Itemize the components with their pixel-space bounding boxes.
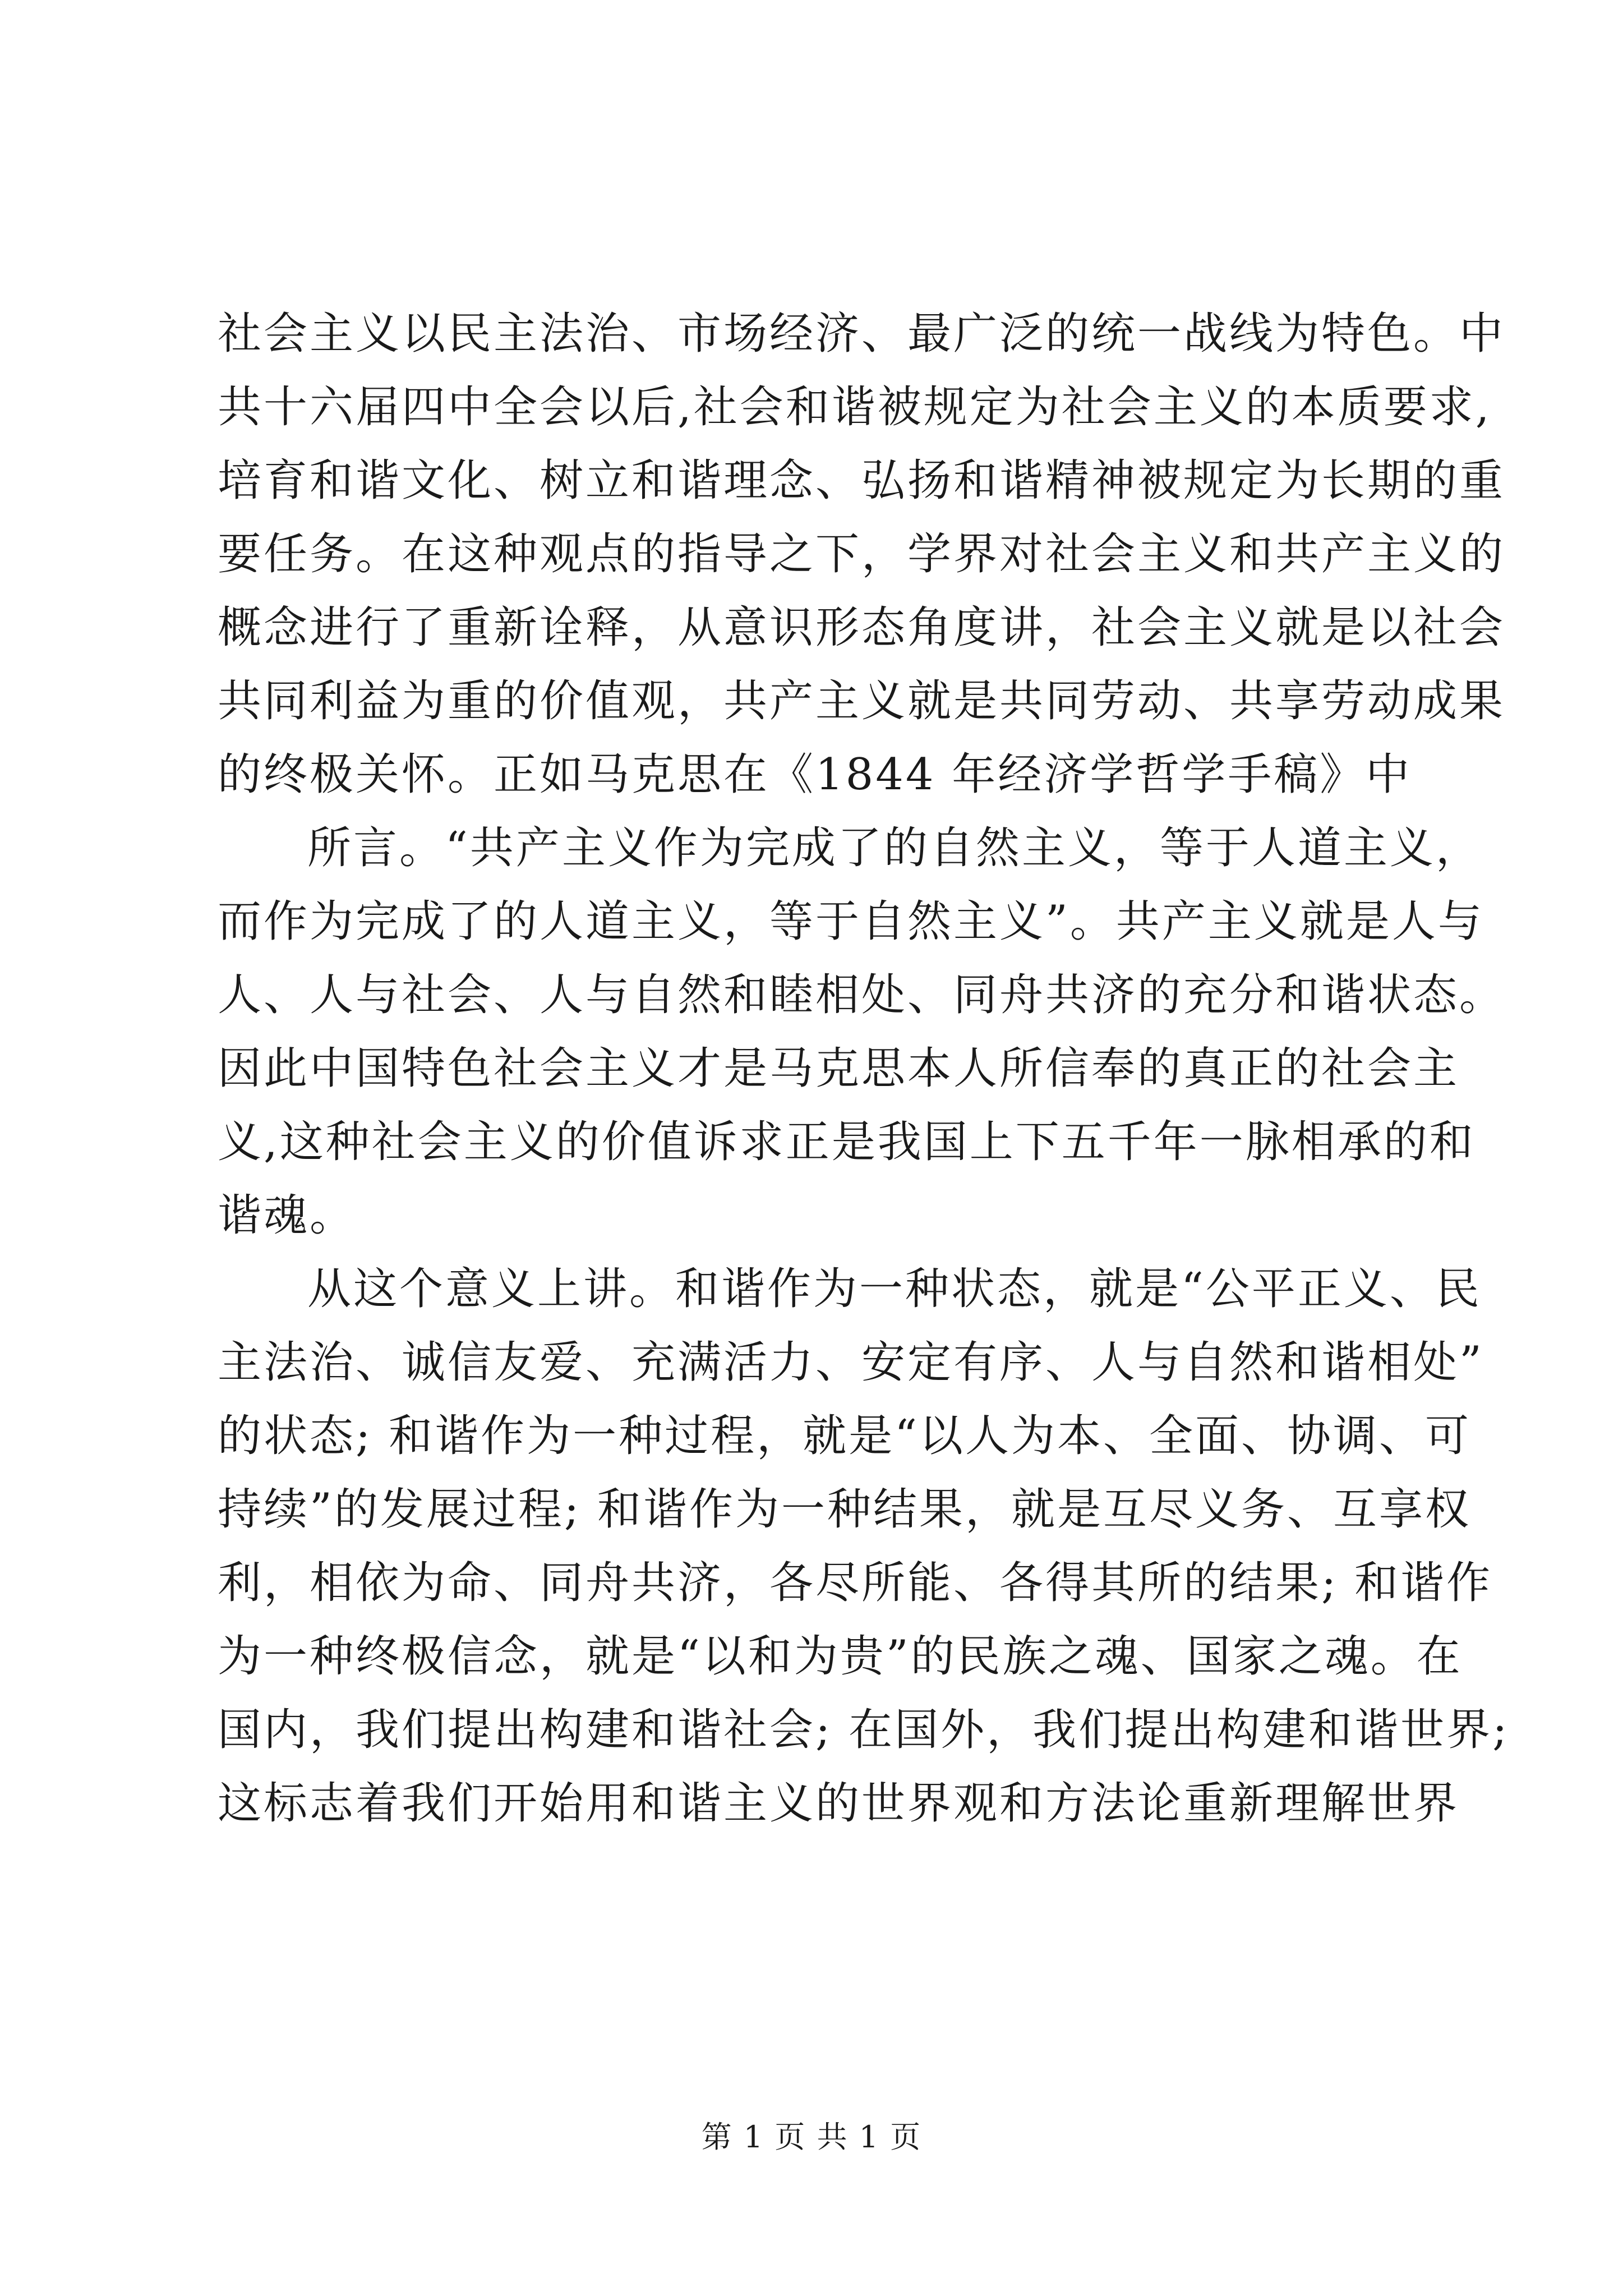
text-line: 持续”的发展过程; 和谐作为一种结果，就是互尽义务、互享权 — [218, 1484, 1471, 1535]
text-line: 而作为完成了的人道主义，等于自然主义”。共产主义就是人与 — [218, 896, 1484, 947]
text-line: 的状态; 和谐作为一种过程，就是“以人为本、全面、协调、可 — [218, 1411, 1471, 1461]
text-line: 义,这种社会主义的价值诉求正是我国上下五千年一脉相承的和 — [218, 1117, 1476, 1167]
document-body — [218, 297, 1510, 1841]
text-line-indented: 从这个意义上讲。和谐作为一种状态，就是“公平正义、民 — [307, 1264, 1482, 1314]
text-line: 主法治、诚信友爱、充满活力、安定有序、人与自然和谐相处” — [218, 1337, 1484, 1388]
text-line: 的终极关怀。正如马克思在《1844 年经济学哲学手稿》中 — [218, 749, 1412, 800]
text-line: 社会主义以民主法治、市场经济、最广泛的统一战线为特色。中 — [218, 309, 1506, 359]
text-line: 因此中国特色社会主义才是马克思本人所信奉的真正的社会主 — [218, 1043, 1460, 1094]
text-line: 国内，我们提出构建和谐社会; 在国外，我们提出构建和谐世界; — [218, 1705, 1510, 1755]
text-line: 这标志着我们开始用和谐主义的世界观和方法论重新理解世界 — [218, 1778, 1460, 1829]
text-line: 利，相依为命、同舟共济，各尽所能、各得其所的结果; 和谐作 — [218, 1558, 1493, 1608]
text-line: 概念进行了重新诠释，从意识形态角度讲，社会主义就是以社会 — [218, 602, 1506, 653]
text-line: 共同利益为重的价值观，共产主义就是共同劳动、共享劳动成果 — [218, 676, 1506, 726]
page-footer: 第 1 页 共 1 页 — [701, 2119, 922, 2155]
text-line: 谐魂。 — [218, 1190, 356, 1241]
text-line: 共十六届四中全会以后,社会和谐被规定为社会主义的本质要求, — [218, 382, 1492, 432]
text-line: 要任务。在这种观点的指导之下，学界对社会主义和共产主义的 — [218, 529, 1506, 579]
text-line: 人、人与社会、人与自然和睦相处、同舟共济的充分和谐状态。 — [218, 970, 1506, 1020]
text-line: 为一种终极信念，就是“以和为贵”的民族之魂、国家之魂。在 — [218, 1631, 1463, 1682]
text-line-indented: 所言。“共产主义作为完成了的自然主义，等于人道主义， — [307, 823, 1482, 873]
text-line: 培育和谐文化、树立和谐理念、弘扬和谐精神被规定为长期的重 — [218, 455, 1506, 506]
